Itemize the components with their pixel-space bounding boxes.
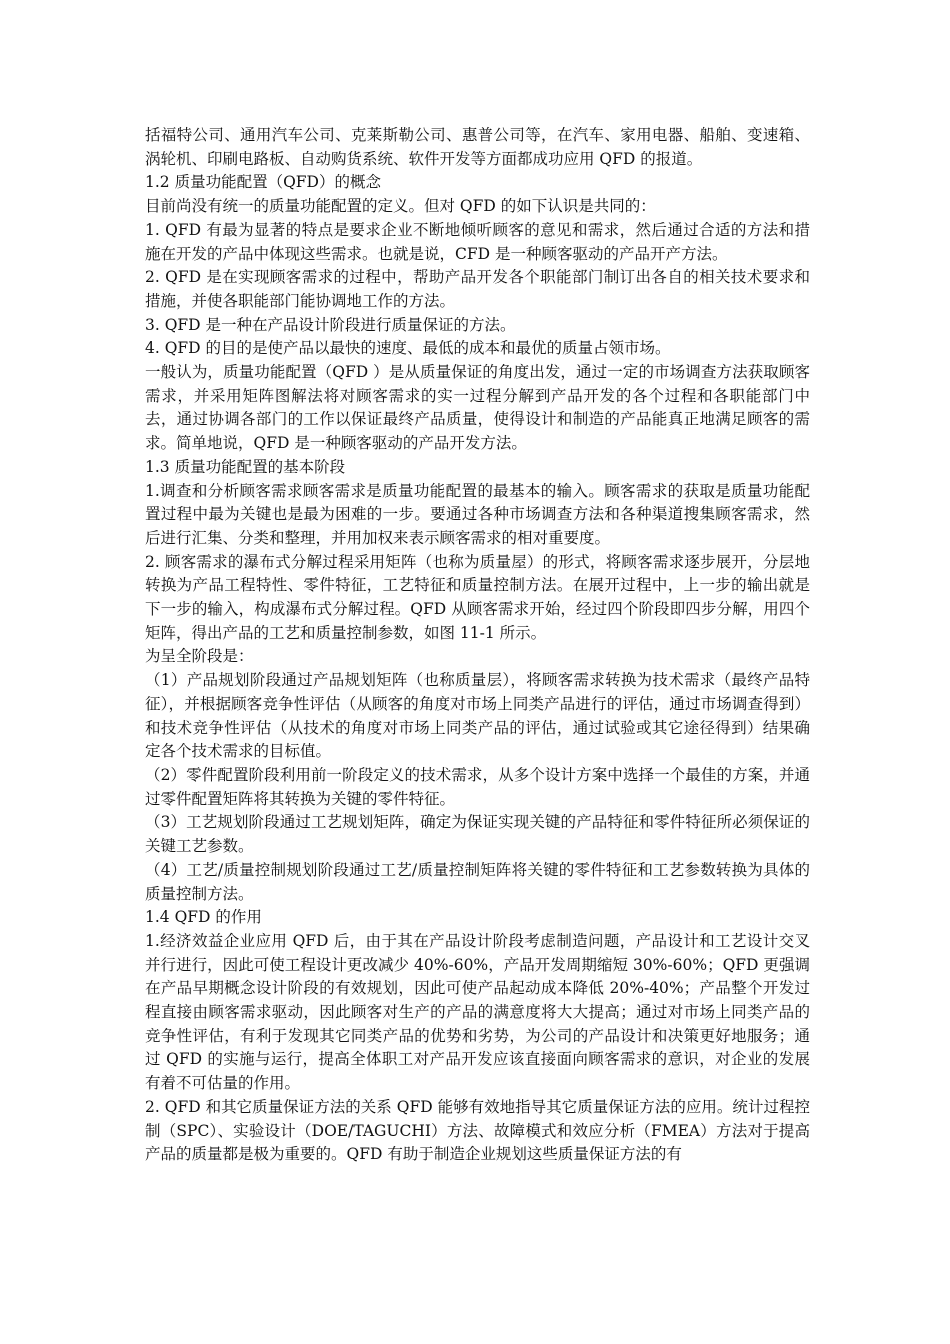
document-body xyxy=(145,124,810,1167)
paragraph: （4）工艺/质量控制规划阶段通过工艺/质量控制矩阵将关键的零件特征和工艺参数转换为具体的质量控制方法。 xyxy=(145,860,810,903)
paragraph: 2. 顾客需求的瀑布式分解过程采用矩阵（也称为质量屋）的形式，将顾客需求逐步展开，分层地转换为产品工程特性、零件特征，工艺特征和质量控制方法。在展开过程中，上一步的输出就是下一步的输入，构成瀑布式分解过程。QFD 从顾客需求开始，经过四个阶段即四步分解，用四个矩阵，得出产品的工艺和质量控制参数，如图 11-1 所示。 xyxy=(145,552,810,642)
paragraph: 1.调查和分析顾客需求顾客需求是质量功能配置的最基本的输入。顾客需求的获取是质量功能配置过程中最为关键也是最为困难的一步。要通过各种市场调查方法和各种渠道搜集顾客需求，然后进行汇集、分类和整理，并用加权来表示顾客需求的相对重要度。 xyxy=(145,481,810,547)
paragraph: 1. QFD 有最为显著的特点是要求企业不断地倾听顾客的意见和需求，然后通过合适的方法和措施在开发的产品中体现这些需求。也就是说，CFD 是一种顾客驱动的产品开产方法。 xyxy=(145,220,810,263)
paragraph: （2）零件配置阶段利用前一阶段定义的技术需求，从多个设计方案中选择一个最佳的方案，并通过零件配置矩阵将其转换为关键的零件特征。 xyxy=(145,765,810,808)
paragraph: （3）工艺规划阶段通过工艺规划矩阵，确定为保证实现关键的产品特征和零件特征所必须保证的关键工艺参数。 xyxy=(145,813,810,856)
paragraph: 1.经济效益企业应用 QFD 后，由于其在产品设计阶段考虑制造问题，产品设计和工艺设计交叉并行进行，因此可使工程设计更改减少 40%-60%，产品开发周期缩短 30%-60%；QFD 更强调在产品早期概念设计阶段的有效规划，因此可使产品起动成本降低 20%-40%；产品整个开发过程直接由顾客需求驱动，因此顾客对生产的产品的满意度将大大提高；通过对市场上同类产品的竞争性评估，有利于发现其它同类产品的优势和劣势，为公司的产品设计和决策更好地服务；通过 QFD 的实施与运行，提高全体职工对产品开发应该直接面向顾客需求的意识，对企业的发展有着不可估量的作用。 xyxy=(145,931,810,1093)
paragraph: 括福特公司、通用汽车公司、克莱斯勒公司、惠普公司等，在汽车、家用电器、船舶、变速箱、涡轮机、印刷电路板、自动购货系统、软件开发等方面都成功应用 QFD 的报道。 xyxy=(145,126,810,168)
section-heading: 1.4 QFD 的作用 xyxy=(145,908,262,927)
paragraph: 2. QFD 是在实现顾客需求的过程中，帮助产品开发各个职能部门制订出各自的相关技术要求和措施，并使各职能部门能协调地工作的方法。 xyxy=(145,268,810,310)
section-heading: 1.2 质量功能配置（QFD）的概念 xyxy=(145,173,381,192)
paragraph: 目前尚没有统一的质量功能配置的定义。但对 QFD 的如下认识是共同的： xyxy=(145,197,656,216)
paragraph: （1）产品规划阶段通过产品规划矩阵（也称质量层），将顾客需求转换为技术需求（最终产品特征），并根据顾客竞争性评估（从顾客的角度对市场上同类产品进行的评估，通过市场调查得到）和技术竞争性评估（从技术的角度对市场上同类产品的评估，通过试验或其它途径得到）结果确定各个技术需求的目标值。 xyxy=(145,671,810,761)
section-heading: 1.3 质量功能配置的基本阶段 xyxy=(145,457,346,476)
paragraph: 4. QFD 的目的是使产品以最快的速度、最低的成本和最优的质量占领市场。 xyxy=(145,339,671,358)
paragraph: 一般认为，质量功能配置（QFD ）是从质量保证的角度出发，通过一定的市场调查方法获取顾客需求，并采用矩阵图解法将对顾客需求的实一过程分解到产品开发的各个过程和各职能部门中去，通过协调各部门的工作以保证最终产品质量，使得设计和制造的产品能真正地满足顾客的需求。简单地说，QFD 是一种顾客驱动的产品开发方法。 xyxy=(145,363,810,453)
paragraph: 2. QFD 和其它质量保证方法的关系 QFD 能够有效地指导其它质量保证方法的应用。统计过程控制（SPC）、实验设计（DOE/TAGUCHI）方法、故障模式和效应分析（FMEA）方法对于提高产品的质量都是极为重要的。QFD 有助于制造企业规划这些质量保证方法的有 xyxy=(145,1097,810,1164)
paragraph: 为呈全阶段是： xyxy=(145,647,254,666)
paragraph: 3. QFD 是一种在产品设计阶段进行质量保证的方法。 xyxy=(145,315,516,334)
